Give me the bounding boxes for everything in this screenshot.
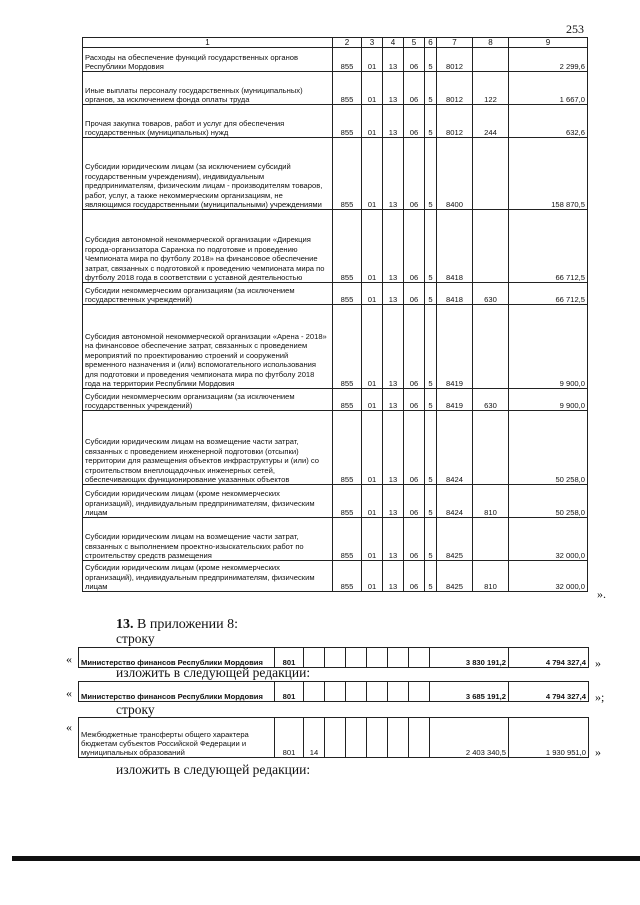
table-row: [83, 305, 588, 389]
subprogram-cell: 5: [425, 105, 437, 138]
section-cell: 01: [362, 72, 383, 105]
expense-type-cell: [473, 210, 509, 283]
subprogram-cell: 5: [425, 411, 437, 485]
amount-cell: 32 000,0: [509, 561, 588, 592]
target-article-cell: 8418: [437, 210, 473, 283]
subsection-cell: 13: [383, 561, 404, 592]
amount-cell: 9 900,0: [509, 305, 588, 389]
bottom-rule: [12, 856, 640, 861]
row-b-name: Министерство финансов Республики Мордовия: [79, 682, 275, 702]
admin-code-cell: 855: [333, 210, 362, 283]
row-a-v2: 4 794 327,4: [509, 648, 589, 668]
open-quote: «: [66, 652, 72, 666]
subsection-cell: 13: [383, 411, 404, 485]
target-article-cell: 8418: [437, 283, 473, 305]
row-name-cell: Субсидия автономной некоммерческой организации «Дирекция города-организатора Саранска по подготовке и проведению Чемпионата мира по футболу 2018» на финансовое обеспечение затрат, связанных с подготовкой к проведению чемпионата мира по футболу 2018 года в соответствии с уставной деятельностью: [83, 210, 333, 283]
subsection-cell: 13: [383, 518, 404, 561]
target-article-cell: 8424: [437, 485, 473, 518]
line-stroku-1: строку: [116, 631, 155, 646]
subprogram-cell: 5: [425, 485, 437, 518]
row-b-code: 801: [275, 682, 304, 702]
program-cell: 06: [404, 72, 425, 105]
header-cell: 5: [404, 38, 425, 48]
row-name-cell: Субсидия автономной некоммерческой организации «Арена - 2018» на финансовое обеспечение затрат, связанных с проведением мероприятий по проектированию строений и сооружений временного назначения и (или) вспомогательного использования для подготовки и проведения чемпионата мира по футболу 2018 года на территории Республики Мордовия: [83, 305, 333, 389]
table-row: [83, 105, 588, 138]
program-cell: 06: [404, 48, 425, 72]
amount-cell: 50 258,0: [509, 485, 588, 518]
target-article-cell: 8012: [437, 105, 473, 138]
section-cell: 01: [362, 411, 383, 485]
admin-code-cell: 855: [333, 138, 362, 210]
program-cell: 06: [404, 389, 425, 411]
header-cell: 7: [437, 38, 473, 48]
section-number: 13.: [116, 617, 134, 632]
row-c-name: Межбюджетные трансферты общего характера бюджетам субъектов Российской Федерации и муниципальных образований: [79, 718, 275, 758]
target-article-cell: 8419: [437, 305, 473, 389]
amount-cell: 66 712,5: [509, 210, 588, 283]
target-article-cell: 8424: [437, 411, 473, 485]
amount-cell: 66 712,5: [509, 283, 588, 305]
line-izlozhit-2: изложить в следующей редакции:: [116, 762, 311, 777]
target-article-cell: 8012: [437, 48, 473, 72]
program-cell: 06: [404, 210, 425, 283]
table-row: [83, 283, 588, 305]
close-quote-b: »;: [595, 690, 605, 704]
row-a-name: Министерство финансов Республики Мордовия: [79, 648, 275, 668]
expense-type-cell: [473, 138, 509, 210]
row-name-cell: Субсидии юридическим лицам на возмещение части затрат, связанных с проведением инженерной подготовки (отсыпки) территории для размещения объектов инфраструктуры и (или) со строительством внеплощадочных инженерных сетей, обеспечивающих функционирование указанных объектов: [83, 411, 333, 485]
table-row: [83, 210, 588, 283]
section-cell: 01: [362, 283, 383, 305]
table-row: [83, 518, 588, 561]
expense-type-cell: 630: [473, 389, 509, 411]
subprogram-cell: 5: [425, 72, 437, 105]
table-row: [83, 72, 588, 105]
row-name-cell: Субсидии юридическим лицам на возмещение части затрат, связанных с выполнением проектно-изыскательских работ по строительству средств размещения: [83, 518, 333, 561]
table-row: [83, 48, 588, 72]
expense-type-cell: 810: [473, 485, 509, 518]
close-quote-a: »: [595, 656, 601, 670]
section-cell: 01: [362, 389, 383, 411]
program-cell: 06: [404, 283, 425, 305]
row-c-section: 14: [304, 718, 325, 758]
table-header-row: [83, 38, 588, 48]
section-cell: 01: [362, 210, 383, 283]
closing-quote: ».: [597, 587, 606, 601]
admin-code-cell: 855: [333, 105, 362, 138]
header-cell: 9: [509, 38, 588, 48]
program-cell: 06: [404, 518, 425, 561]
open-quote: «: [66, 686, 72, 700]
table-row: [83, 138, 588, 210]
program-cell: 06: [404, 411, 425, 485]
subsection-cell: 13: [383, 48, 404, 72]
program-cell: 06: [404, 485, 425, 518]
admin-code-cell: 855: [333, 305, 362, 389]
program-cell: 06: [404, 561, 425, 592]
expense-type-cell: [473, 48, 509, 72]
amount-cell: 9 900,0: [509, 389, 588, 411]
table-row-c: [78, 717, 589, 758]
header-cell: 1: [83, 38, 333, 48]
program-cell: 06: [404, 305, 425, 389]
section-cell: 01: [362, 518, 383, 561]
section-cell: 01: [362, 105, 383, 138]
row-b-v2: 4 794 327,4: [509, 682, 589, 702]
section-cell: 01: [362, 138, 383, 210]
expense-type-cell: [473, 518, 509, 561]
row-b-v1: 3 685 191,2: [430, 682, 509, 702]
admin-code-cell: 855: [333, 561, 362, 592]
subsection-cell: 13: [383, 305, 404, 389]
section-cell: 01: [362, 485, 383, 518]
row-name-cell: Субсидии некоммерческим организациям (за исключением государственных учреждений): [83, 283, 333, 305]
admin-code-cell: 855: [333, 283, 362, 305]
section-cell: 01: [362, 48, 383, 72]
row-name-cell: Расходы на обеспечение функций государственных органов Республики Мордовия: [83, 48, 333, 72]
header-cell: 2: [333, 38, 362, 48]
expense-type-cell: [473, 411, 509, 485]
header-cell: 4: [383, 38, 404, 48]
subsection-cell: 13: [383, 389, 404, 411]
target-article-cell: 8419: [437, 389, 473, 411]
admin-code-cell: 855: [333, 48, 362, 72]
subsection-cell: 13: [383, 105, 404, 138]
table-row-b: [78, 681, 589, 702]
row-c-code: 801: [275, 718, 304, 758]
open-quote: «: [66, 720, 72, 734]
table-row: [83, 411, 588, 485]
target-article-cell: 8400: [437, 138, 473, 210]
subprogram-cell: 5: [425, 283, 437, 305]
expense-type-cell: 630: [473, 283, 509, 305]
subprogram-cell: 5: [425, 305, 437, 389]
subsection-cell: 13: [383, 72, 404, 105]
program-cell: 06: [404, 105, 425, 138]
admin-code-cell: 855: [333, 389, 362, 411]
expense-type-cell: 244: [473, 105, 509, 138]
row-name-cell: Субсидии некоммерческим организациям (за исключением государственных учреждений): [83, 389, 333, 411]
main-table: [82, 37, 588, 592]
target-article-cell: 8012: [437, 72, 473, 105]
section-cell: 01: [362, 561, 383, 592]
amount-cell: 158 870,5: [509, 138, 588, 210]
header-cell: 3: [362, 38, 383, 48]
row-c-v2: 1 930 951,0: [509, 718, 589, 758]
subprogram-cell: 5: [425, 518, 437, 561]
amount-cell: 32 000,0: [509, 518, 588, 561]
program-cell: 06: [404, 138, 425, 210]
line-stroku-2: строку: [116, 702, 155, 717]
amount-cell: 632,6: [509, 105, 588, 138]
target-article-cell: 8425: [437, 561, 473, 592]
expense-type-cell: [473, 305, 509, 389]
table-row: [83, 485, 588, 518]
header-cell: 8: [473, 38, 509, 48]
amount-cell: 1 667,0: [509, 72, 588, 105]
row-a-v1: 3 830 191,2: [430, 648, 509, 668]
section-text: В приложении 8:: [133, 617, 239, 632]
subsection-cell: 13: [383, 138, 404, 210]
row-c-v1: 2 403 340,5: [430, 718, 509, 758]
close-quote-c: »: [595, 745, 601, 759]
subsection-cell: 13: [383, 283, 404, 305]
row-name-cell: Субсидии юридическим лицам (кроме некоммерческих организаций), индивидуальным предпринимателям, физическим лицам: [83, 485, 333, 518]
amount-cell: 50 258,0: [509, 411, 588, 485]
header-cell: 6: [425, 38, 437, 48]
subprogram-cell: 5: [425, 389, 437, 411]
subsection-cell: 13: [383, 485, 404, 518]
row-a-code: 801: [275, 648, 304, 668]
line-izlozhit-1: изложить в следующей редакции:: [116, 665, 311, 680]
page-number: 253: [566, 22, 584, 36]
table-row: [83, 561, 588, 592]
row-name-cell: Субсидии юридическим лицам (кроме некоммерческих организаций), индивидуальным предпринимателям, физическим лицам: [83, 561, 333, 592]
subprogram-cell: 5: [425, 210, 437, 283]
row-name-cell: Иные выплаты персоналу государственных (муниципальных) органов, за исключением фонда оплаты труда: [83, 72, 333, 105]
subprogram-cell: 5: [425, 561, 437, 592]
admin-code-cell: 855: [333, 411, 362, 485]
subprogram-cell: 5: [425, 48, 437, 72]
admin-code-cell: 855: [333, 485, 362, 518]
target-article-cell: 8425: [437, 518, 473, 561]
amount-cell: 2 299,6: [509, 48, 588, 72]
row-name-cell: Субсидии юридическим лицам (за исключением субсидий государственным учреждениям), индивидуальным предпринимателям, физическим лицам - производителям товаров, работ, услуг, а также некоммерческим организациям, не являющимся государственными (муниципальными) учреждениями: [83, 138, 333, 210]
row-name-cell: Прочая закупка товаров, работ и услуг для обеспечения государственных (муниципальных) нужд: [83, 105, 333, 138]
expense-type-cell: 810: [473, 561, 509, 592]
expense-type-cell: 122: [473, 72, 509, 105]
admin-code-cell: 855: [333, 518, 362, 561]
section-cell: 01: [362, 305, 383, 389]
subprogram-cell: 5: [425, 138, 437, 210]
subsection-cell: 13: [383, 210, 404, 283]
admin-code-cell: 855: [333, 72, 362, 105]
table-row: [83, 389, 588, 411]
